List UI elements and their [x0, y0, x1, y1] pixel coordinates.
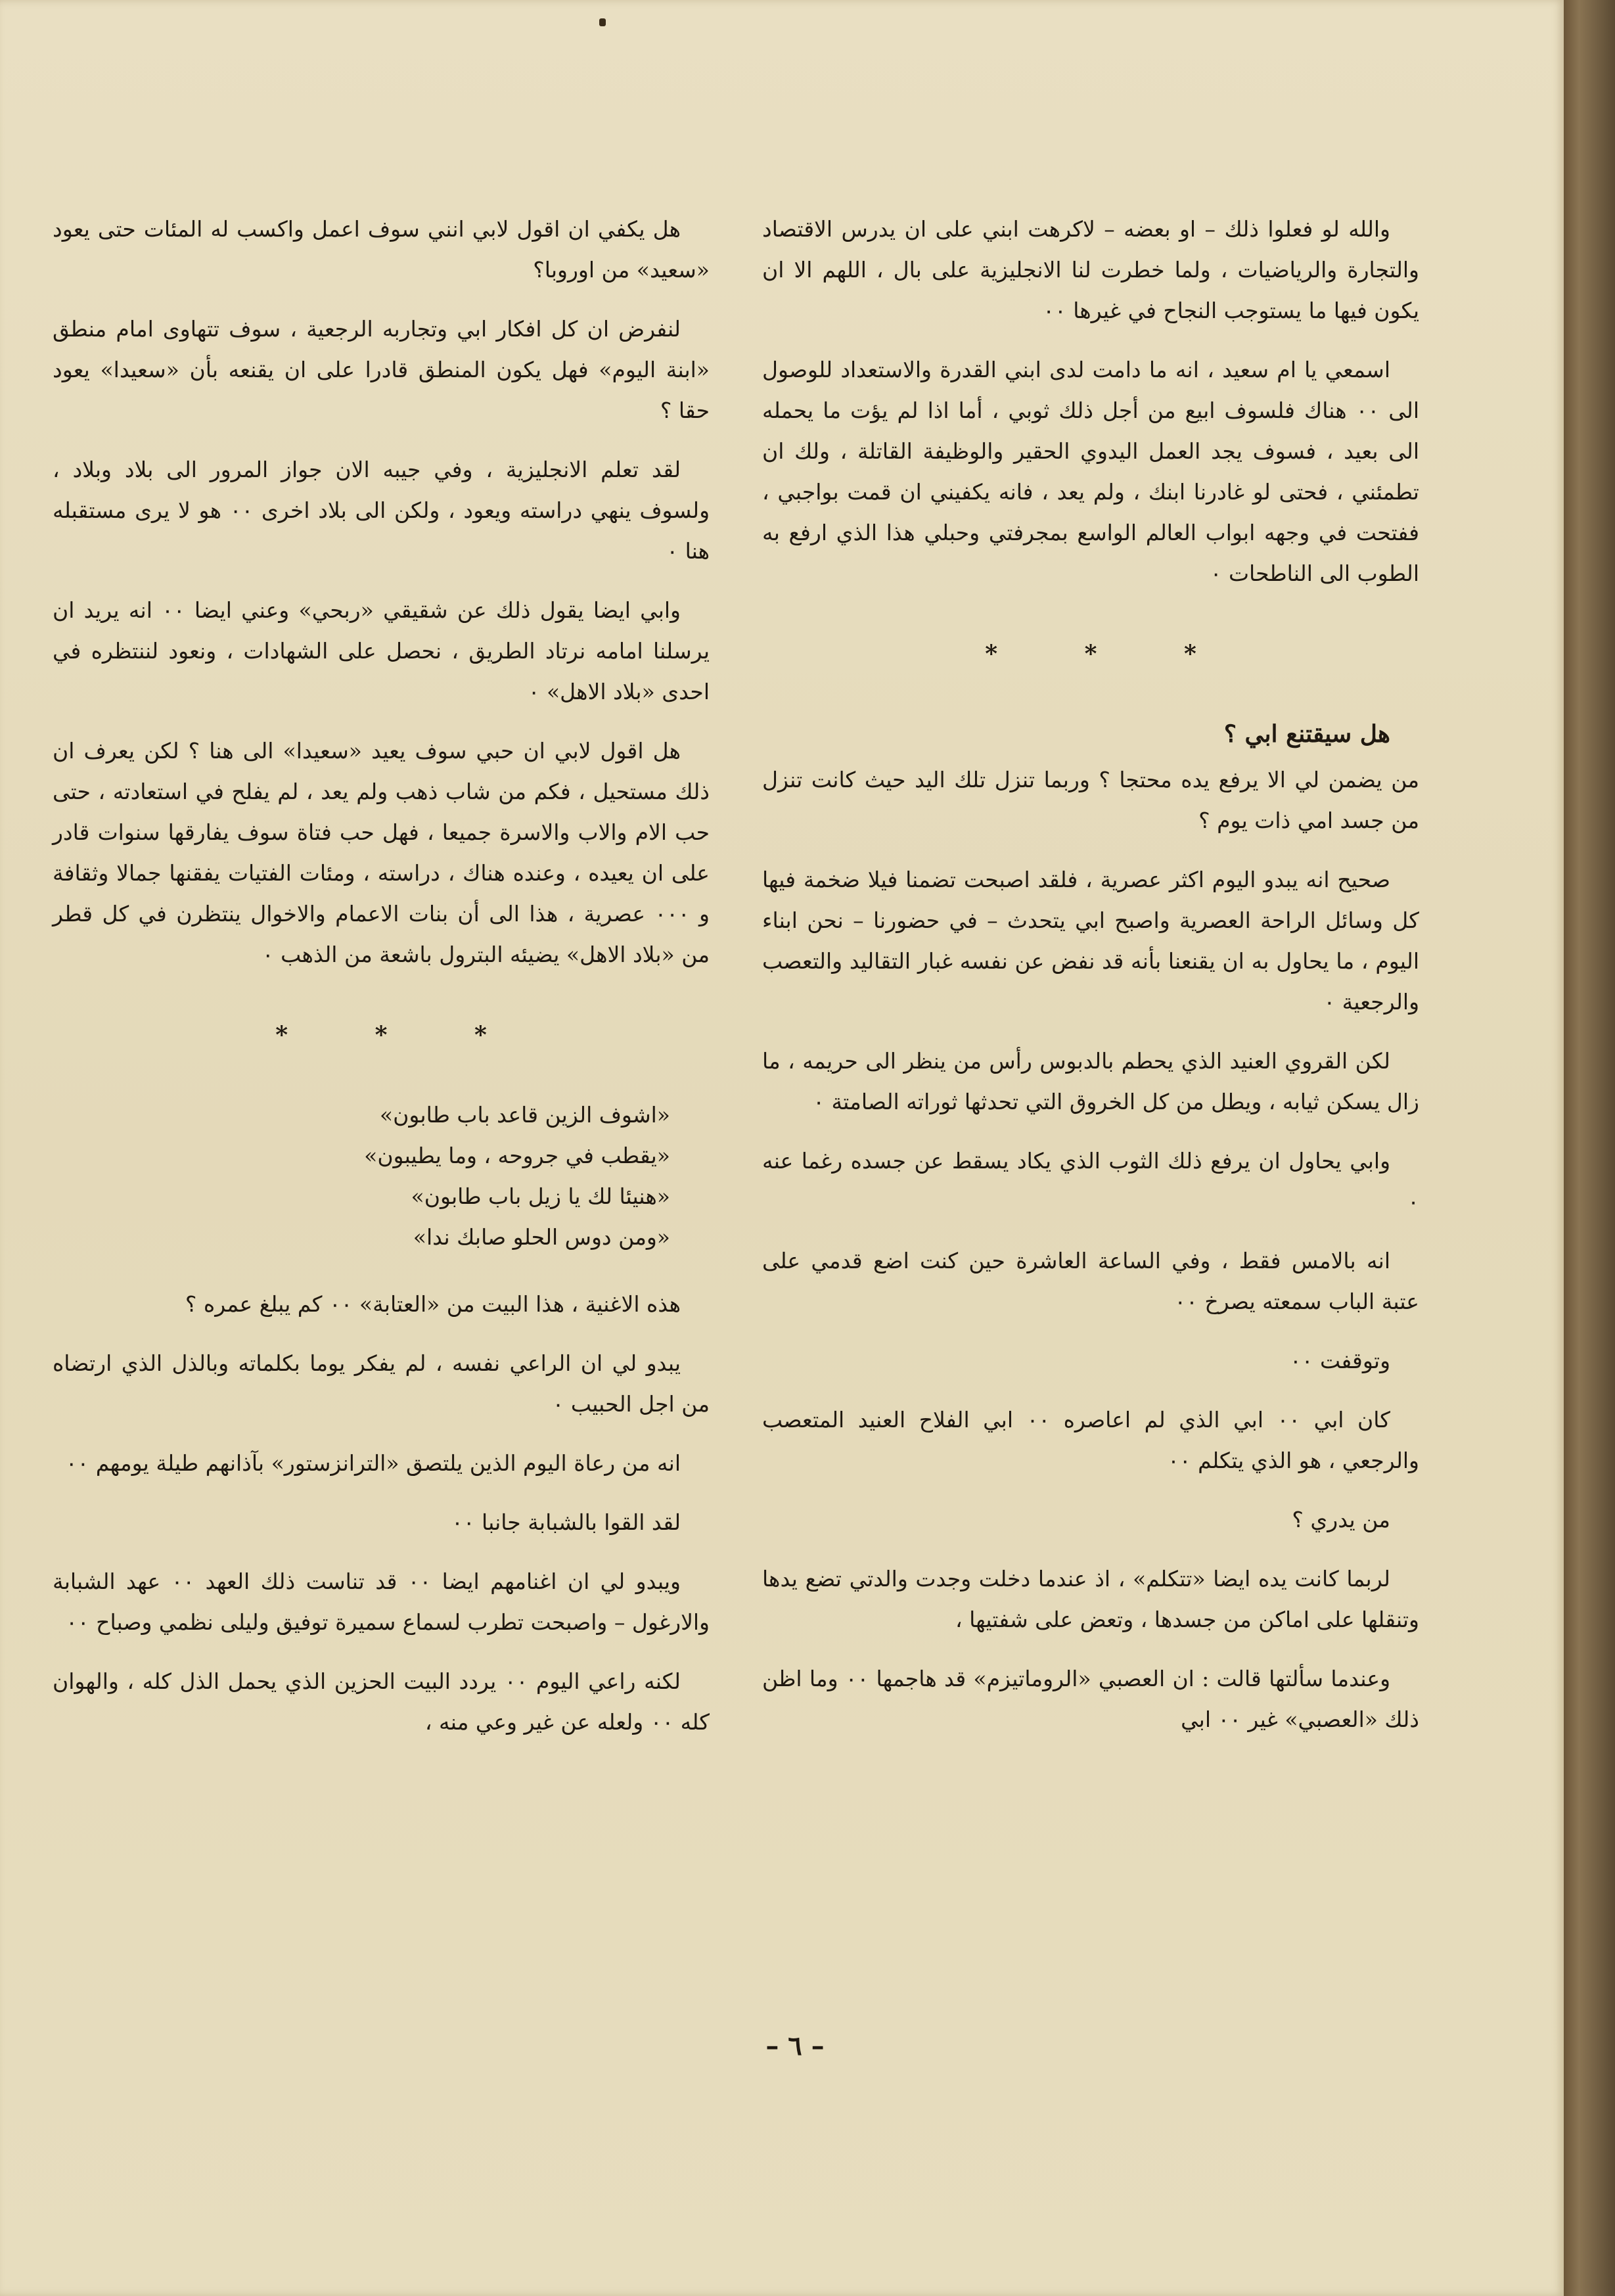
right-paragraph-7: انه بالامس فقط ، وفي الساعة العاشرة حين كنت اضع قدمي على عتبة الباب سمعته يصرخ ٠٠ [762, 1248, 1419, 1314]
poem-line-1: «اشوف الزين قاعد باب طابون» [379, 1102, 670, 1128]
page-binding-edge [1564, 0, 1615, 2296]
right-paragraph-8: وتوقفت ٠٠ [1290, 1348, 1390, 1373]
poem-line-2: «يقطب في جروحه ، وما يطيبون» [364, 1143, 670, 1168]
right-paragraph-11: لربما كانت يده ايضا «تتكلم» ، اذ عندما دخلت وجدت والدتي تضع يدها وتنقلها على اماكن من جسدها ، وتعض على شفتيها ، [762, 1566, 1419, 1632]
right-paragraph-10: من يدري ؟ [1292, 1507, 1390, 1532]
right-paragraph-2: اسمعي يا ام سعيد ، انه ما دامت لدى ابني القدرة والاستعداد للوصول الى ٠٠ هناك فلسوف ابيع من أجل ذلك ثوبي ، أما اذا لم يؤت ما يحمله الى بعيد ، فسوف يجد العمل اليدوي الحقير والوظيفة القاتلة ، ولك ان تطمئني ، فحتى لو غادرنا ابنك ، ولم يعد ، فانه يكفيني ان قمت بواجبي ، ففتحت في وجهه ابواب العالم الواسع بمجرفتي وحبلي هذا الذي ارفع به الطوب الى الناطحات ٠ [762, 357, 1419, 586]
right-paragraph-5: لكن القروي العنيد الذي يحطم بالدبوس رأس من ينظر الى حريمه ، ما زال يسكن ثيابه ، ويطل من كل الخروق التي تحدثها ثوراته الصامتة ٠ [762, 1048, 1419, 1114]
right-paragraph-12: وعندما سألتها قالت : ان العصبي «الروماتيزم» قد هاجمها ٠٠ وما اظن ذلك «العصبي» غير ٠٠ ابي [762, 1666, 1419, 1732]
right-column [762, 209, 1419, 1758]
right-paragraph-1: والله لو فعلوا ذلك – او بعضه – لاكرهت ابني على ان يدرس الاقتصاد والتجارة والرياضيات ، ولما خطرت لنا الانجليزية على بال ، اللهم الا ان يكون فيها ما يستوجب النجاح في غيرها ٠٠ [762, 216, 1419, 323]
right-paragraph-6: وابي يحاول ان يرفع ذلك الثوب الذي يكاد يسقط عن جسده رغما عنه ٠ [762, 1148, 1419, 1214]
section-divider-stars: * * * [275, 1021, 526, 1049]
section-heading: هل سيقتنع ابي ؟ [1223, 720, 1390, 748]
left-paragraph-6: هذه الاغنية ، هذا البيت من «العتابة» ٠٠ كم يبلغ عمره ؟ [185, 1291, 681, 1317]
right-paragraph-9: كان ابي ٠٠ ابي الذي لم اعاصره ٠٠ ابي الفلاح العنيد المتعصب والرجعي ، هو الذي يتكلم ٠٠ [762, 1407, 1419, 1473]
left-paragraph-5: هل اقول لابي ان حبي سوف يعيد «سعيدا» الى هنا ؟ لكن يعرف ان ذلك مستحيل ، فكم من شاب ذهب ولم يعد ، لم يفلح في استعادته ، حتى حب الام والاب والاسرة جميعا ، فهل حب فتاة سوف يفارقها سنوات قادر على ان يعيده ، وعنده هناك ، دراسته ، ومئات الفتيات يفقنها جمالا وثقافة و ٠٠٠ عصرية ، هذا الى أن بنات الاعمام والاخوال ينتظرن في كل قطر من «بلاد الاهل» يضيئه البترول باشعة من الذهب ٠ [53, 738, 710, 967]
ink-mark [599, 18, 606, 26]
left-paragraph-4: وابي ايضا يقول ذلك عن شقيقي «ربحي» وعني ايضا ٠٠ انه يريد ان يرسلنا امامه نرتاد الطريق ، نحصل على الشهادات ، ونعود لننتظره في احدى «بلاد الاهل» ٠ [53, 597, 710, 704]
left-paragraph-1: هل يكفي ان اقول لابي انني سوف اعمل واكسب له المئات حتى يعود «سعيد» من اوروبا؟ [53, 216, 710, 283]
left-paragraph-7: يبدو لي ان الراعي نفسه ، لم يفكر يوما بكلماته وبالذل الذي ارتضاه من اجل الحبيب ٠ [53, 1350, 710, 1417]
left-paragraph-11: لكنه راعي اليوم ٠٠ يردد البيت الحزين الذي يحمل الذل كله ، والهوان كله ٠٠ ولعله عن غير وعي منه ، [53, 1668, 710, 1735]
left-paragraph-8: انه من رعاة اليوم الذين يلتصق «الترانزستور» بآذانهم طيلة يومهم ٠٠ [65, 1450, 681, 1476]
poem-verse [53, 1095, 710, 1258]
left-paragraph-2: لنفرض ان كل افكار ابي وتجاربه الرجعية ، سوف تتهاوى امام منطق «ابنة اليوم» فهل يكون المنطق قادرا على ان يقنعه بأن «سعيدا» يعود حقا ؟ [53, 316, 710, 423]
left-paragraph-9: لقد القوا بالشبابة جانبا ٠٠ [451, 1509, 681, 1535]
left-paragraph-3: لقد تعلم الانجليزية ، وفي جيبه الان جواز المرور الى بلاد وبلاد ، ولسوف ينهي دراسته ويعود ، ولكن الى بلاد اخرى ٠٠ هو لا يرى مستقبله هنا ٠ [53, 457, 710, 564]
page-number: – ٦ – [765, 2031, 825, 2061]
right-paragraph-3: من يضمن لي الا يرفع يده محتجا ؟ وربما تنزل تلك اليد حيث كانت تنزل من جسد امي ذات يوم ؟ [762, 767, 1419, 833]
section-divider-stars: * * * [985, 640, 1236, 668]
poem-line-4: «ومن دوس الحلو صابك ندا» [413, 1224, 670, 1250]
right-paragraph-4: صحيح انه يبدو اليوم اكثر عصرية ، فلقد اصبحت تضمنا فيلا ضخمة فيها كل وسائل الراحة العصرية واصبح ابي يتحدث – في حضورنا – نحن ابناء اليوم ، ما يحاول به ان يقنعنا بأنه قد نفض عن نفسه غبار التقاليد والتعصب والرجعية ٠ [762, 867, 1419, 1015]
poem-line-3: «هنيئا لك يا زيل باب طابون» [411, 1183, 670, 1209]
left-paragraph-10: ويبدو لي ان اغنامهم ايضا ٠٠ قد تناست ذلك العهد ٠٠ عهد الشبابة والارغول – واصبحت تطرب لسماع سميرة توفيق وليلى نظمي وصباح ٠٠ [53, 1569, 710, 1635]
left-column [53, 209, 710, 1761]
